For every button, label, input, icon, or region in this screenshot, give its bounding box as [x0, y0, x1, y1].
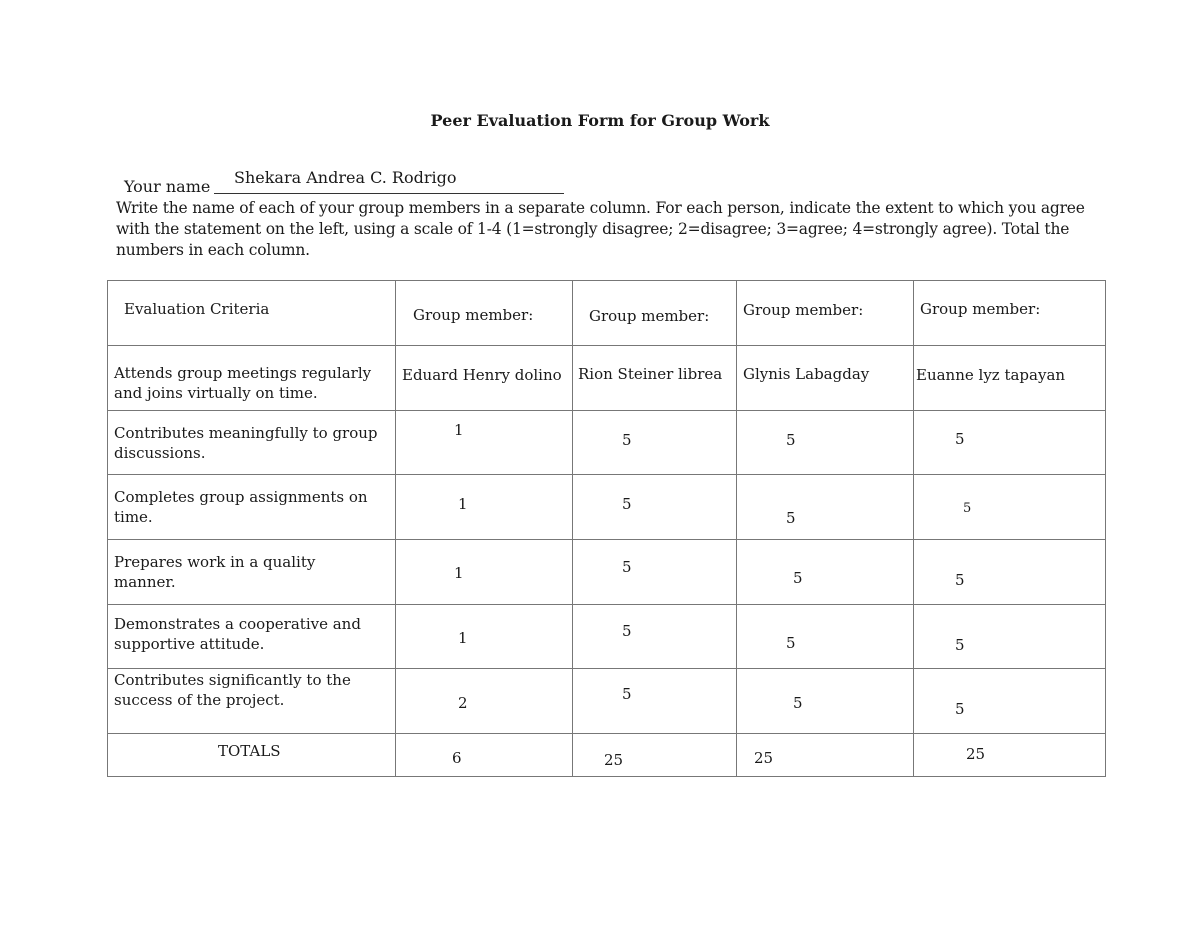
table-header-row: [108, 281, 1106, 346]
criterion-cell-4: [108, 605, 396, 669]
total-value[interactable]: 25: [966, 745, 986, 763]
criterion-label: Demonstrates a cooperative and supportive attitude.: [114, 614, 361, 653]
score-cell: [573, 669, 737, 734]
member-header-1: Group member:: [413, 306, 534, 324]
score-cell: [396, 605, 573, 669]
total-cell: [737, 734, 914, 777]
score-value[interactable]: 1: [458, 629, 468, 647]
criteria-header-cell: [108, 281, 396, 346]
score-value[interactable]: 5: [955, 571, 965, 589]
score-value[interactable]: 5: [955, 700, 965, 718]
member-name-cell-3: [737, 346, 914, 411]
your-name-label: Your name: [124, 177, 211, 196]
score-value[interactable]: 5: [622, 495, 632, 513]
member-header-cell-1: [396, 281, 573, 346]
score-value[interactable]: 1: [454, 564, 464, 582]
score-cell: [737, 605, 914, 669]
score-cell: [737, 669, 914, 734]
score-cell: [396, 540, 573, 605]
score-cell: [737, 540, 914, 605]
form-title: Peer Evaluation Form for Group Work: [430, 111, 770, 130]
score-value[interactable]: 5: [622, 622, 632, 640]
member-names-row: [108, 346, 1106, 411]
table-row: [108, 475, 1106, 540]
score-cell: [573, 475, 737, 540]
total-cell: [914, 734, 1106, 777]
score-value[interactable]: 1: [454, 421, 464, 439]
table-row: [108, 540, 1106, 605]
score-value[interactable]: 5: [622, 685, 632, 703]
score-cell: [737, 475, 914, 540]
totals-label: TOTALS: [218, 742, 281, 760]
member-header-2: Group member:: [589, 307, 710, 325]
member-name-1[interactable]: Eduard Henry dolino: [402, 366, 562, 384]
member-name-3[interactable]: Glynis Labagday: [743, 365, 870, 383]
score-cell: [573, 605, 737, 669]
total-cell: [396, 734, 573, 777]
score-value[interactable]: 5: [786, 431, 796, 449]
total-cell: [573, 734, 737, 777]
criterion-label: Contributes meaningfully to group discussions.: [114, 423, 378, 462]
score-value[interactable]: 5: [622, 558, 632, 576]
score-cell: [914, 605, 1106, 669]
score-cell: [573, 411, 737, 475]
criterion-cell-3: [108, 540, 396, 605]
member-header-4: Group member:: [920, 300, 1041, 318]
table-row: [108, 411, 1106, 475]
score-value[interactable]: 5: [963, 501, 972, 516]
criterion-cell-2: [108, 475, 396, 540]
score-cell: [396, 475, 573, 540]
score-value[interactable]: 1: [458, 495, 468, 513]
criterion-label: Contributes significantly to the success of the project.: [114, 671, 351, 709]
table-row: [108, 605, 1106, 669]
your-name-value[interactable]: Shekara Andrea C. Rodrigo: [234, 168, 457, 187]
score-value[interactable]: 2: [458, 694, 468, 712]
criterion-cell-0: [108, 346, 396, 411]
score-cell: [914, 475, 1106, 540]
score-cell: [737, 411, 914, 475]
member-name-4[interactable]: Euanne lyz tapayan: [916, 366, 1066, 384]
score-cell: [914, 669, 1106, 734]
totals-row: [108, 734, 1106, 777]
score-cell: [396, 669, 573, 734]
score-value[interactable]: 5: [793, 569, 803, 587]
criterion-label: Completes group assignments on time.: [114, 488, 368, 526]
criterion-cell-5: [108, 669, 396, 734]
total-value[interactable]: 25: [604, 751, 624, 769]
total-value[interactable]: 25: [754, 749, 774, 767]
instructions-text: Write the name of each of your group members in a separate column. For each person, indicate the extent to which you agree with the statement on the left, using a scale of 1-4 (1=strongly disagree; 2=disagree; 3=agree; 4=strongly agree). Total the numbers in each column.: [116, 199, 1085, 259]
criterion-cell-1: [108, 411, 396, 475]
score-value[interactable]: 5: [622, 431, 632, 449]
member-name-cell-1: [396, 346, 573, 411]
member-name-cell-4: [914, 346, 1106, 411]
member-header-cell-3: [737, 281, 914, 346]
member-name-cell-2: [573, 346, 737, 411]
totals-label-cell: [108, 734, 396, 777]
member-header-3: Group member:: [743, 301, 864, 319]
table-row: [108, 669, 1106, 734]
evaluation-table: [107, 280, 1106, 777]
your-name-underline: [214, 193, 564, 194]
score-cell: [396, 411, 573, 475]
score-value[interactable]: 5: [786, 634, 796, 652]
score-cell: [914, 411, 1106, 475]
score-value[interactable]: 5: [793, 694, 803, 712]
member-header-cell-4: [914, 281, 1106, 346]
member-name-2[interactable]: Rion Steiner librea: [578, 365, 723, 383]
score-value[interactable]: 5: [955, 636, 965, 654]
criterion-attends-meetings: Attends group meetings regularly and joins virtually on time.: [114, 364, 372, 402]
total-value[interactable]: 6: [452, 749, 462, 767]
criterion-label: Prepares work in a quality manner.: [114, 553, 316, 591]
score-cell: [914, 540, 1106, 605]
score-value[interactable]: 5: [786, 509, 796, 527]
criteria-header: Evaluation Criteria: [124, 300, 270, 318]
score-value[interactable]: 5: [955, 430, 965, 448]
member-header-cell-2: [573, 281, 737, 346]
score-cell: [573, 540, 737, 605]
